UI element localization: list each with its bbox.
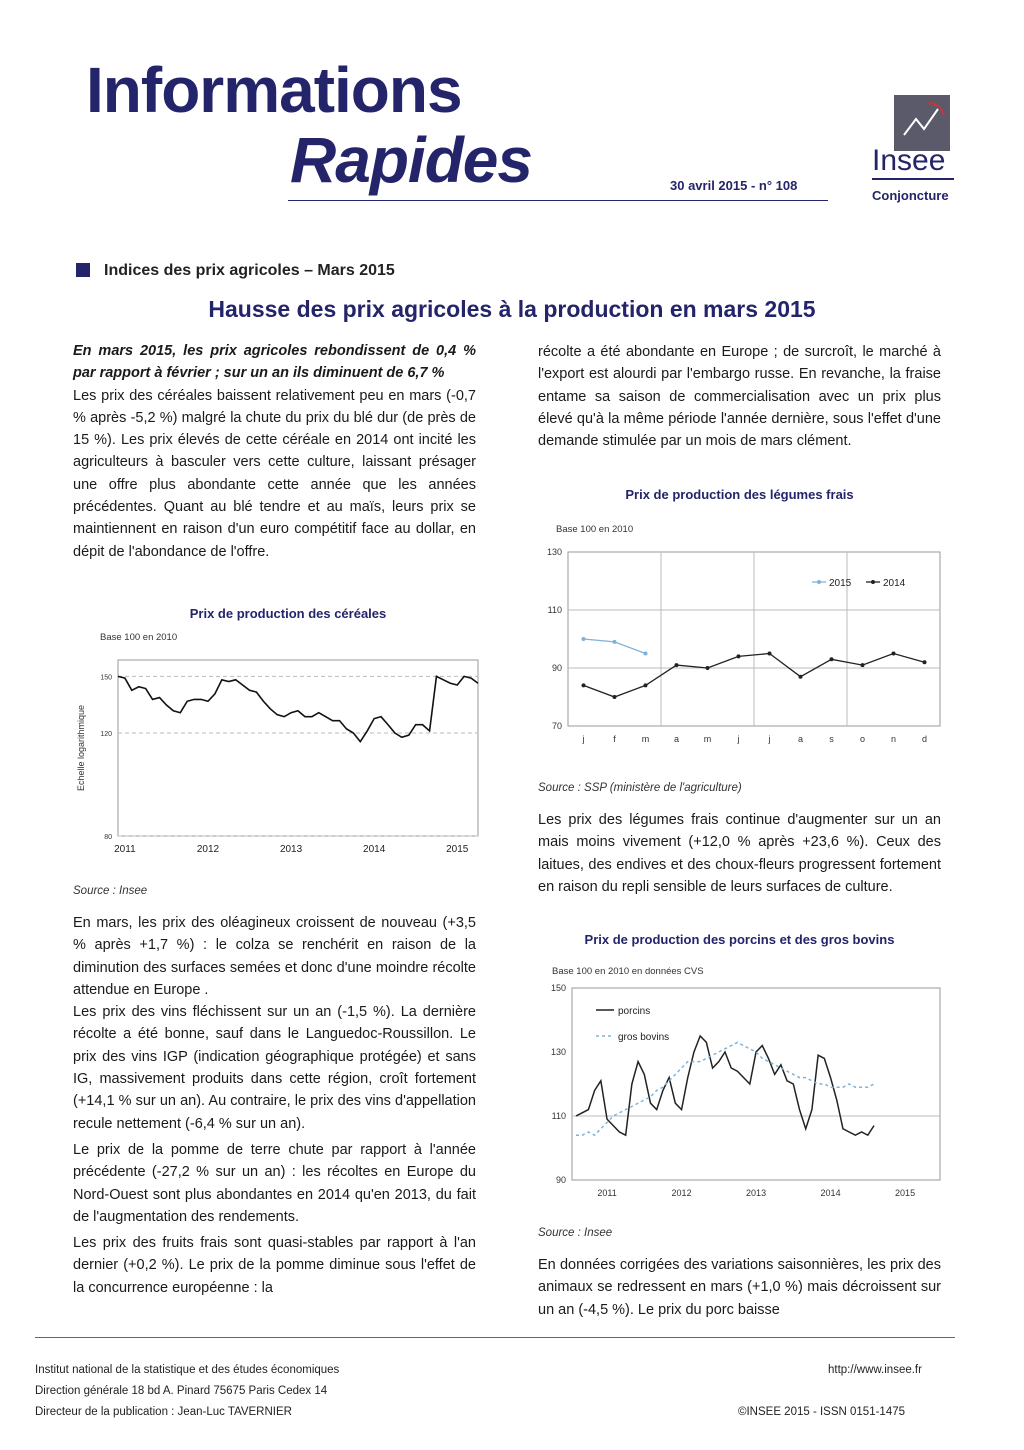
y-tick-label: 150 — [100, 674, 112, 682]
series-point-2014 — [830, 657, 834, 661]
paragraph-fruits: Les prix des fruits frais sont quasi-stables par rapport à l'an dernier (+0,2 %). Le prix de la pomme diminue sous l'effet de la concurrence européenne : la — [73, 1235, 476, 1296]
issue-date: 30 avril 2015 - n° 108 — [670, 178, 798, 193]
y-tick-label: 90 — [551, 663, 562, 673]
series-line-porcins — [576, 1036, 874, 1135]
chart-livestock-base: Base 100 en 2010 en données CVS — [552, 966, 704, 977]
series-point-2015 — [644, 652, 648, 656]
legend-marker-2014 — [871, 580, 875, 584]
x-tick-label: 2011 — [114, 844, 136, 855]
chart-cereals — [70, 652, 490, 867]
x-tick-label: m — [703, 734, 712, 744]
right-column-bottom — [538, 1254, 941, 1321]
chart-livestock-plot — [551, 983, 940, 1198]
footer-director: Directeur de la publication : Jean-Luc TAVERNIER — [35, 1406, 292, 1418]
left-column-top — [73, 340, 476, 563]
series-point-2015 — [582, 637, 586, 641]
footer-org: Institut national de la statistique et des études économiques — [35, 1364, 340, 1376]
series-point-2014 — [737, 654, 741, 658]
title-rapides: Rapides — [290, 124, 532, 196]
y-tick-label: 90 — [555, 1175, 566, 1185]
legend-marker-2015 — [817, 580, 821, 584]
chart-cereals-plot — [100, 674, 478, 855]
y-tick-label: 150 — [550, 983, 566, 993]
paragraph-oilseeds: En mars, les prix des oléagineux croissent de nouveau (+3,5 % après +1,7 %) : le colza se renchérit en raison de la diminution des surfaces semées et donc d'une moindre récolte attendue en Europe . — [73, 915, 476, 998]
y-tick-label: 80 — [104, 834, 112, 841]
y-tick-label: 70 — [551, 721, 562, 731]
footer-address: Direction générale 18 bd A. Pinard 75675 Paris Cedex 14 — [35, 1385, 328, 1397]
paragraph-wines: Les prix des vins fléchissent sur un an (-1,5 %). La dernière récolte a été bonne, sauf dans le Languedoc-Roussillon. Le prix des vins IGP (indication géographique protégée) et sans IG, massivement produits dans cette région, croît fortement (+14,1 % sur un an). Au contraire, le prix des vins d'appellation recule nettement (-6,4 % sur un an). — [73, 1004, 476, 1132]
insee-logo-icon — [894, 95, 950, 151]
x-tick-label: 2015 — [895, 1188, 916, 1198]
x-tick-label: 2013 — [746, 1188, 767, 1198]
chart-vegetables-base: Base 100 en 2010 — [556, 524, 634, 535]
series-point-2014 — [799, 675, 803, 679]
x-tick-label: s — [829, 734, 834, 744]
chart-livestock-source: Source : Insee — [538, 1227, 613, 1239]
x-tick-label: 2013 — [279, 844, 303, 855]
x-tick-label: 2014 — [820, 1188, 841, 1198]
series-point-2014 — [706, 666, 710, 670]
x-tick-label: f — [613, 734, 616, 744]
y-tick-label: 110 — [547, 605, 562, 615]
lead-paragraph: En mars 2015, les prix agricoles rebondissent de 0,4 % par rapport à février ; sur un an ils diminuent de 6,7 % — [73, 343, 476, 382]
series-point-2014 — [923, 660, 927, 664]
legend-label-2014: 2014 — [883, 578, 906, 589]
header-rule — [288, 200, 828, 201]
chart-cereals-ylabel: Echelle logarithmique — [76, 704, 86, 792]
chart-cereals-source: Source : Insee — [73, 885, 148, 897]
y-tick-label: 110 — [551, 1111, 566, 1121]
footer-copyright: ©INSEE 2015 - ISSN 0151-1475 — [738, 1406, 906, 1418]
x-tick-label: 2012 — [671, 1188, 692, 1198]
legend-label-2015: 2015 — [829, 578, 852, 589]
paragraph-animals: En données corrigées des variations saisonnières, les prix des animaux se redressent en mars (+1,0 %) mais décroissent sur un an (-4,5 %). Le prix du porc baisse — [538, 1257, 941, 1318]
footer-rule — [35, 1337, 955, 1338]
right-column-mid — [538, 809, 941, 898]
left-column-bottom — [73, 912, 476, 1299]
legend-label-porcins: porcins — [618, 1006, 651, 1017]
y-tick-label: 130 — [550, 1047, 566, 1057]
series-point-2014 — [675, 663, 679, 667]
x-tick-label: j — [582, 734, 585, 744]
chart-livestock — [538, 978, 948, 1208]
chart-cereals-title: Prix de production des céréales — [189, 606, 387, 621]
chart-vegetables-plot — [547, 547, 940, 744]
paragraph-apples: récolte a été abondante en Europe ; de surcroît, le marché à l'export est alourdi par l'embargo russe. En revanche, la fraise entame sa saison de commercialisation avec un prix plus élevé qu'à la même période l'année dernière, sous l'effet d'une demande stimulée par un mois de mars clément. — [538, 344, 941, 450]
section-label: Indices des prix agricoles – Mars 2015 — [104, 262, 395, 279]
logo-name: Insee — [872, 144, 946, 177]
chart-cereals-base: Base 100 en 2010 — [100, 632, 178, 643]
logo-subtitle: Conjoncture — [872, 188, 949, 203]
series-point-2014 — [582, 683, 586, 687]
x-tick-label: 2012 — [196, 844, 220, 855]
logo-rule — [872, 178, 954, 180]
right-column-top — [538, 341, 941, 452]
series-line-gros-bovins — [576, 1042, 874, 1135]
x-tick-label: 2015 — [446, 844, 469, 855]
legend-label-gros-bovins: gros bovins — [618, 1032, 670, 1043]
series-line-cereals — [118, 676, 478, 741]
series-point-2014 — [768, 652, 772, 656]
y-tick-label: 120 — [100, 731, 112, 739]
series-point-2014 — [644, 683, 648, 687]
x-tick-label: d — [921, 734, 928, 744]
series-point-2014 — [613, 695, 617, 699]
chart-vegetables — [538, 540, 948, 755]
chart-livestock-title: Prix de production des porcins et des gros bovins — [584, 932, 895, 947]
footer-url[interactable]: http://www.insee.fr — [828, 1364, 922, 1376]
series-point-2015 — [613, 640, 617, 644]
x-tick-label: o — [859, 734, 866, 744]
series-point-2014 — [892, 652, 896, 656]
x-tick-label: j — [737, 734, 740, 744]
chart-vegetables-title: Prix de production des légumes frais — [625, 487, 854, 502]
headline: Hausse des prix agricoles à la production en mars 2015 — [208, 296, 816, 322]
x-tick-label: 2011 — [597, 1188, 617, 1198]
section-square-icon — [76, 263, 90, 277]
chart-vegetables-source: Source : SSP (ministère de l'agriculture) — [538, 782, 742, 794]
x-tick-label: m — [641, 734, 650, 744]
y-tick-label: 130 — [546, 547, 562, 557]
series-point-2014 — [861, 663, 865, 667]
x-tick-label: 2014 — [363, 844, 386, 855]
chart-cereals-frame — [118, 660, 478, 836]
paragraph-vegetables: Les prix des légumes frais continue d'augmenter sur un an mais moins vivement (+12,0 % après +23,6 %). Ceux des laitues, des endives et des choux-fleurs progressent fortement en raison du repli sensible de leurs surfaces de culture. — [538, 812, 941, 895]
x-tick-label: a — [797, 734, 804, 744]
paragraph-potato: Le prix de la pomme de terre chute par rapport à l'année précédente (-27,2 % sur un an) : les récoltes en Europe du Nord-Ouest sont plus abondantes en 2014 qu'en 2013, du fait de l'augmentation des rendements. — [73, 1141, 476, 1225]
paragraph-cereals: Les prix des céréales baissent relativement peu en mars (-0,7 % après -5,2 %) malgré la chute du prix du blé dur (de près de 15 %). Les prix élevés de cette céréale en 2014 ont incité les agriculteurs à basculer vers cette culture, laissant présager une offre plus abondante cette année que les années précédentes. Quant au blé tendre et au maïs, leurs prix se maintiennent en raison d'un euro compétitif face au dollar, en dépit de l'abondance de l'offre. — [73, 387, 476, 560]
x-tick-label: j — [768, 734, 771, 744]
x-tick-label: a — [673, 734, 680, 744]
title-informations: Informations — [86, 54, 462, 126]
x-tick-label: n — [890, 734, 897, 744]
